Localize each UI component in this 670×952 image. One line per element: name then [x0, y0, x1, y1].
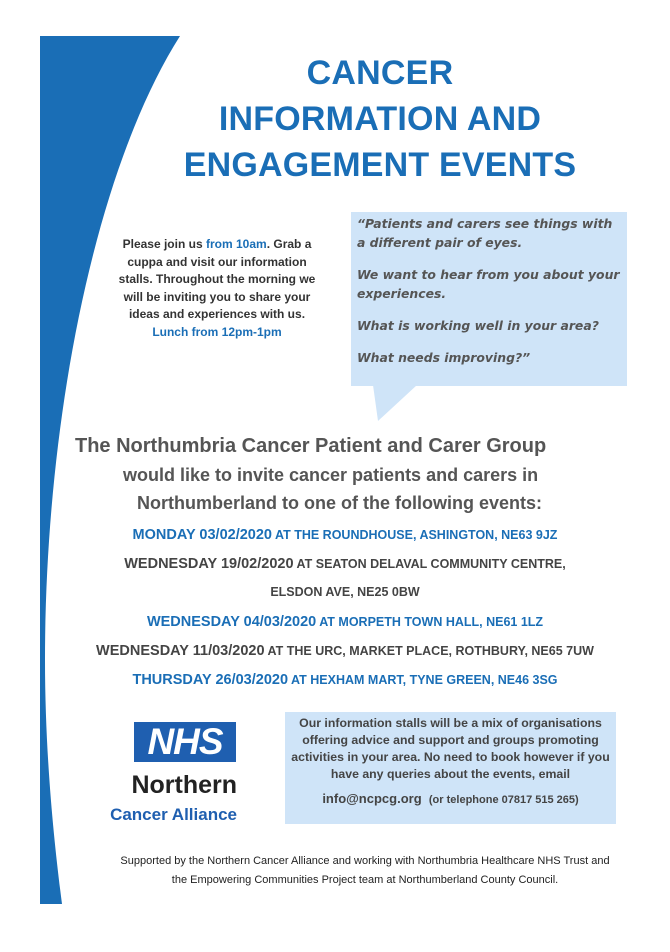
invitation-line-3: Northumberland to one of the following events:	[137, 493, 542, 513]
info-text: Our information stalls will be a mix of organisations offering advice and support and groups promoting activities in your area. No need to book however if you have any queries about the events, email	[291, 716, 610, 781]
footer-line-1: Supported by the Northern Cancer Alliance and working with Northumbria Healthcare NHS Trust and	[120, 855, 610, 867]
logo-cancer-alliance-text: Cancer Alliance	[110, 805, 237, 824]
logo-northern-text: Northern	[131, 771, 237, 799]
quote-paragraph-3: What is working well in your area?	[357, 318, 599, 333]
footer-line-2: the Empowering Communities Project team at Northumberland County Council.	[171, 874, 559, 886]
intro-time: from 10am	[205, 237, 267, 251]
event-day: WEDNESDAY 04/03/2020	[146, 614, 317, 630]
title-line-2: INFORMATION AND	[218, 100, 542, 138]
intro-lunch: Lunch from 12pm-1pm	[152, 324, 282, 339]
contact-line	[285, 791, 616, 806]
event-day: WEDNESDAY 19/02/2020	[124, 556, 294, 572]
event-item	[40, 607, 650, 636]
event-item	[40, 665, 650, 694]
invitation-line-1: The Northumbria Cancer Patient and Carer Group	[75, 435, 547, 457]
event-item	[40, 520, 650, 549]
event-location: AT SEATON DELAVAL COMMUNITY CENTRE,	[293, 557, 566, 571]
event-location: AT HEXHAM MART, TYNE GREEN, NE46 3SG	[288, 673, 558, 687]
event-item	[40, 549, 650, 578]
event-item	[40, 636, 650, 665]
event-location: AT THE ROUNDHOUSE, ASHINGTON, NE63 9JZ	[271, 528, 558, 542]
quote-text	[357, 214, 623, 380]
event-day: THURSDAY 26/03/2020	[132, 672, 289, 688]
info-box	[285, 712, 616, 824]
invitation-line-2: would like to invite cancer patients and carers in	[123, 465, 539, 485]
intro-text	[110, 236, 324, 341]
footer-text	[95, 852, 635, 890]
event-location: AT MORPETH TOWN HALL, NE61 1LZ	[316, 615, 544, 629]
quote-paragraph-1: “Patients and carers see things with a different pair of eyes.	[357, 216, 613, 250]
title-line-1: CANCER	[306, 54, 454, 92]
nhs-logo: NHS	[134, 722, 236, 762]
intro-part-2: . Grab a cuppa and visit our information stalls. Throughout the morning we will be inviting you to share your ideas and experiences with us.	[118, 237, 316, 321]
page-title	[130, 50, 630, 188]
quote-paragraph-2: We want to hear from you about your experiences.	[357, 267, 620, 301]
event-location-continued: ELSDON AVE, NE25 0BW	[270, 585, 420, 599]
title-line-3: ENGAGEMENT EVENTS	[183, 146, 577, 184]
event-day: MONDAY 03/02/2020	[132, 527, 272, 543]
event-location: AT THE URC, MARKET PLACE, ROTHBURY, NE65 7UW	[264, 644, 594, 658]
event-day: WEDNESDAY 11/03/2020	[96, 643, 265, 659]
invitation-heading	[60, 432, 640, 517]
quote-bubble-tail	[351, 385, 431, 425]
intro-part-1: Please join us	[122, 237, 206, 251]
contact-email[interactable]: info@ncpcg.org	[322, 791, 422, 806]
events-list	[40, 520, 650, 694]
quote-paragraph-4: What needs improving?”	[357, 350, 531, 365]
contact-phone: (or telephone 07817 515 265)	[428, 794, 579, 806]
